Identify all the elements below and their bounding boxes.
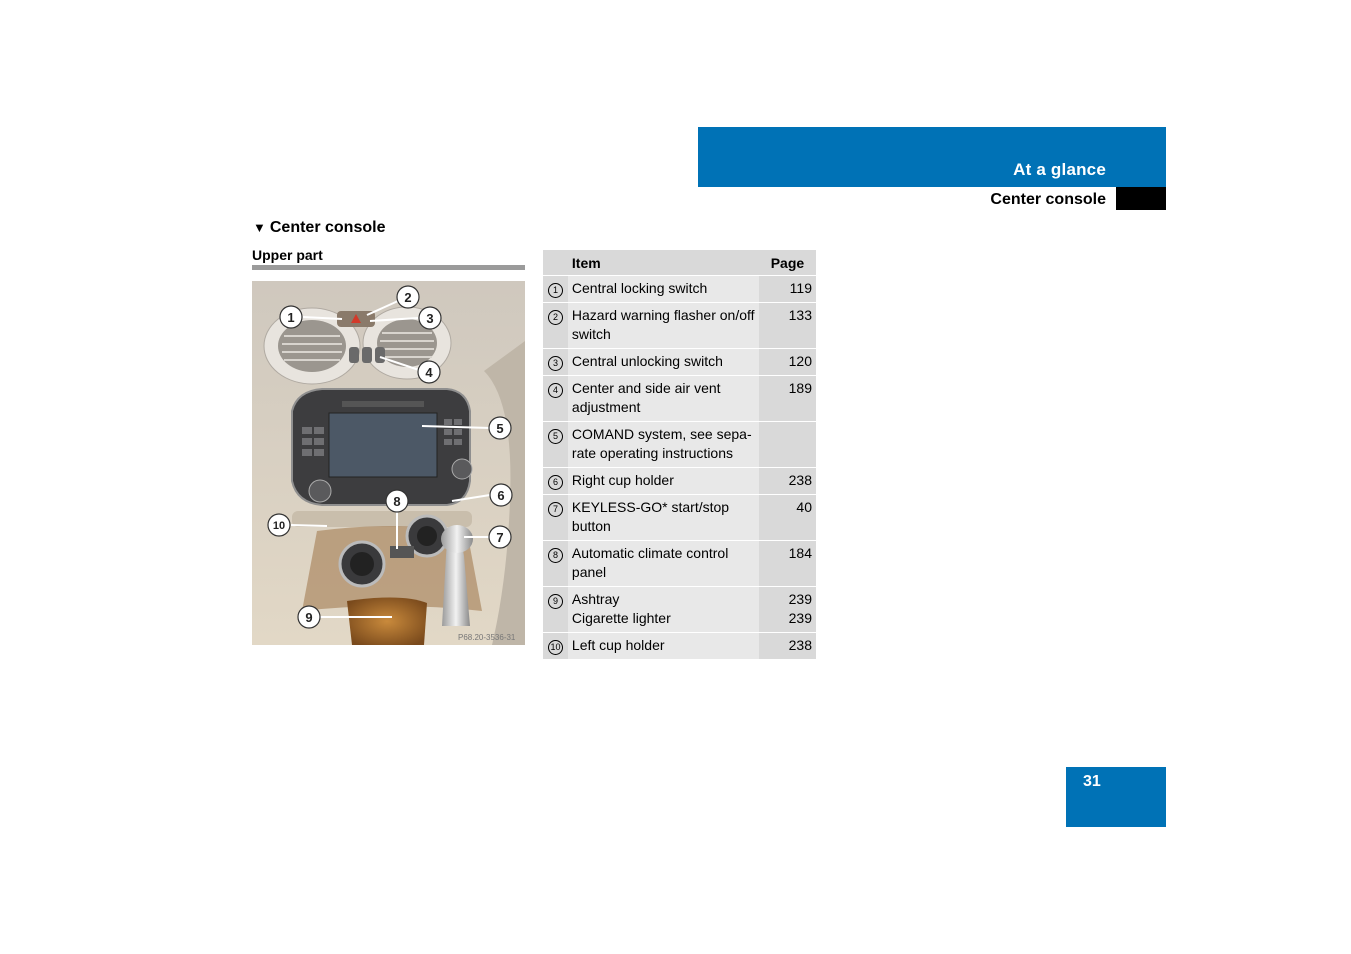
page-ref: 239 (788, 610, 812, 626)
table-row (543, 495, 816, 541)
callout-7: 7 (496, 530, 504, 545)
table-row (543, 276, 816, 303)
section-header (698, 187, 1166, 211)
callout-10: 10 (272, 520, 286, 532)
row-item: Automatic climate control panel (568, 541, 759, 587)
table-row (543, 633, 816, 660)
row-page (759, 422, 816, 468)
section-title (253, 219, 385, 237)
circled-number-icon: 10 (548, 640, 563, 655)
items-table (543, 250, 816, 660)
circled-number-icon: 7 (548, 502, 563, 517)
circled-number-icon: 6 (548, 475, 563, 490)
chapter-title: At a glance (1013, 160, 1106, 179)
callout-4: 4 (425, 365, 433, 380)
center-console-photo (252, 281, 525, 645)
row-page (759, 276, 816, 303)
row-number (543, 541, 568, 587)
row-item: Central locking switch (568, 276, 759, 303)
page-ref: 40 (796, 499, 812, 515)
row-page (759, 633, 816, 660)
table-header-row (543, 250, 816, 276)
row-number (543, 422, 568, 468)
photo-code: P68.20-3536-31 (458, 633, 516, 642)
row-page (759, 303, 816, 349)
circled-number-icon: 9 (548, 594, 563, 609)
section-marker-block (1116, 187, 1166, 210)
row-number (543, 276, 568, 303)
center-console-illustration (252, 281, 525, 645)
callout-1: 1 (287, 310, 295, 325)
row-page (759, 495, 816, 541)
row-number (543, 376, 568, 422)
triangle-down-icon: ▼ (253, 220, 266, 235)
callout-6: 6 (497, 488, 505, 503)
page-ref: 119 (789, 280, 812, 296)
row-page (759, 587, 816, 633)
header-item: Item (568, 250, 759, 276)
row-item: KEYLESS-GO* start/stop button (568, 495, 759, 541)
row-number (543, 587, 568, 633)
circled-number-icon: 2 (548, 310, 563, 325)
row-item: Central unlocking switch (568, 349, 759, 376)
row-number (543, 303, 568, 349)
page-number: 31 (1083, 773, 1101, 790)
row-page (759, 541, 816, 587)
page-number-box (1066, 767, 1166, 827)
callout-8: 8 (393, 494, 401, 509)
circled-number-icon: 4 (548, 383, 563, 398)
row-item: Center and side air vent adjustment (568, 376, 759, 422)
callout-9: 9 (305, 610, 313, 625)
table-row (543, 376, 816, 422)
page-ref: 239 (788, 591, 812, 607)
circled-number-icon: 3 (548, 356, 563, 371)
header-page: Page (759, 250, 816, 276)
table-body (543, 276, 816, 660)
circled-number-icon: 1 (548, 283, 563, 298)
callout-2: 2 (404, 290, 412, 305)
subsection-title: Upper part (252, 247, 323, 263)
page-ref: 238 (788, 472, 812, 488)
row-item: Ashtray Cigarette lighter (568, 587, 759, 633)
page-ref: 120 (788, 353, 812, 369)
table-row (543, 468, 816, 495)
row-number (543, 633, 568, 660)
row-number (543, 468, 568, 495)
table-row (543, 422, 816, 468)
chapter-header-bar (698, 127, 1166, 187)
row-item: Hazard warning flasher on/off switch (568, 303, 759, 349)
table-row (543, 303, 816, 349)
row-page (759, 349, 816, 376)
circled-number-icon: 8 (548, 548, 563, 563)
callout-3: 3 (426, 311, 434, 326)
circled-number-icon: 5 (548, 429, 563, 444)
row-number (543, 495, 568, 541)
table-row (543, 349, 816, 376)
table-row (543, 587, 816, 633)
row-page (759, 376, 816, 422)
row-item: Right cup holder (568, 468, 759, 495)
subsection-heading (252, 246, 525, 270)
page-ref: 189 (788, 380, 812, 396)
callout-5: 5 (496, 421, 504, 436)
page-ref: 184 (788, 545, 812, 561)
table-row (543, 541, 816, 587)
section-title-text: Center console (269, 219, 386, 236)
page-ref: 133 (788, 307, 812, 323)
row-number (543, 349, 568, 376)
row-item: Left cup holder (568, 633, 759, 660)
page-ref: 238 (788, 637, 812, 653)
header-num (543, 250, 568, 276)
row-item: COMAND system, see sepa-rate operating instructions (568, 422, 759, 468)
section-header-title: Center console (990, 191, 1106, 208)
row-page (759, 468, 816, 495)
